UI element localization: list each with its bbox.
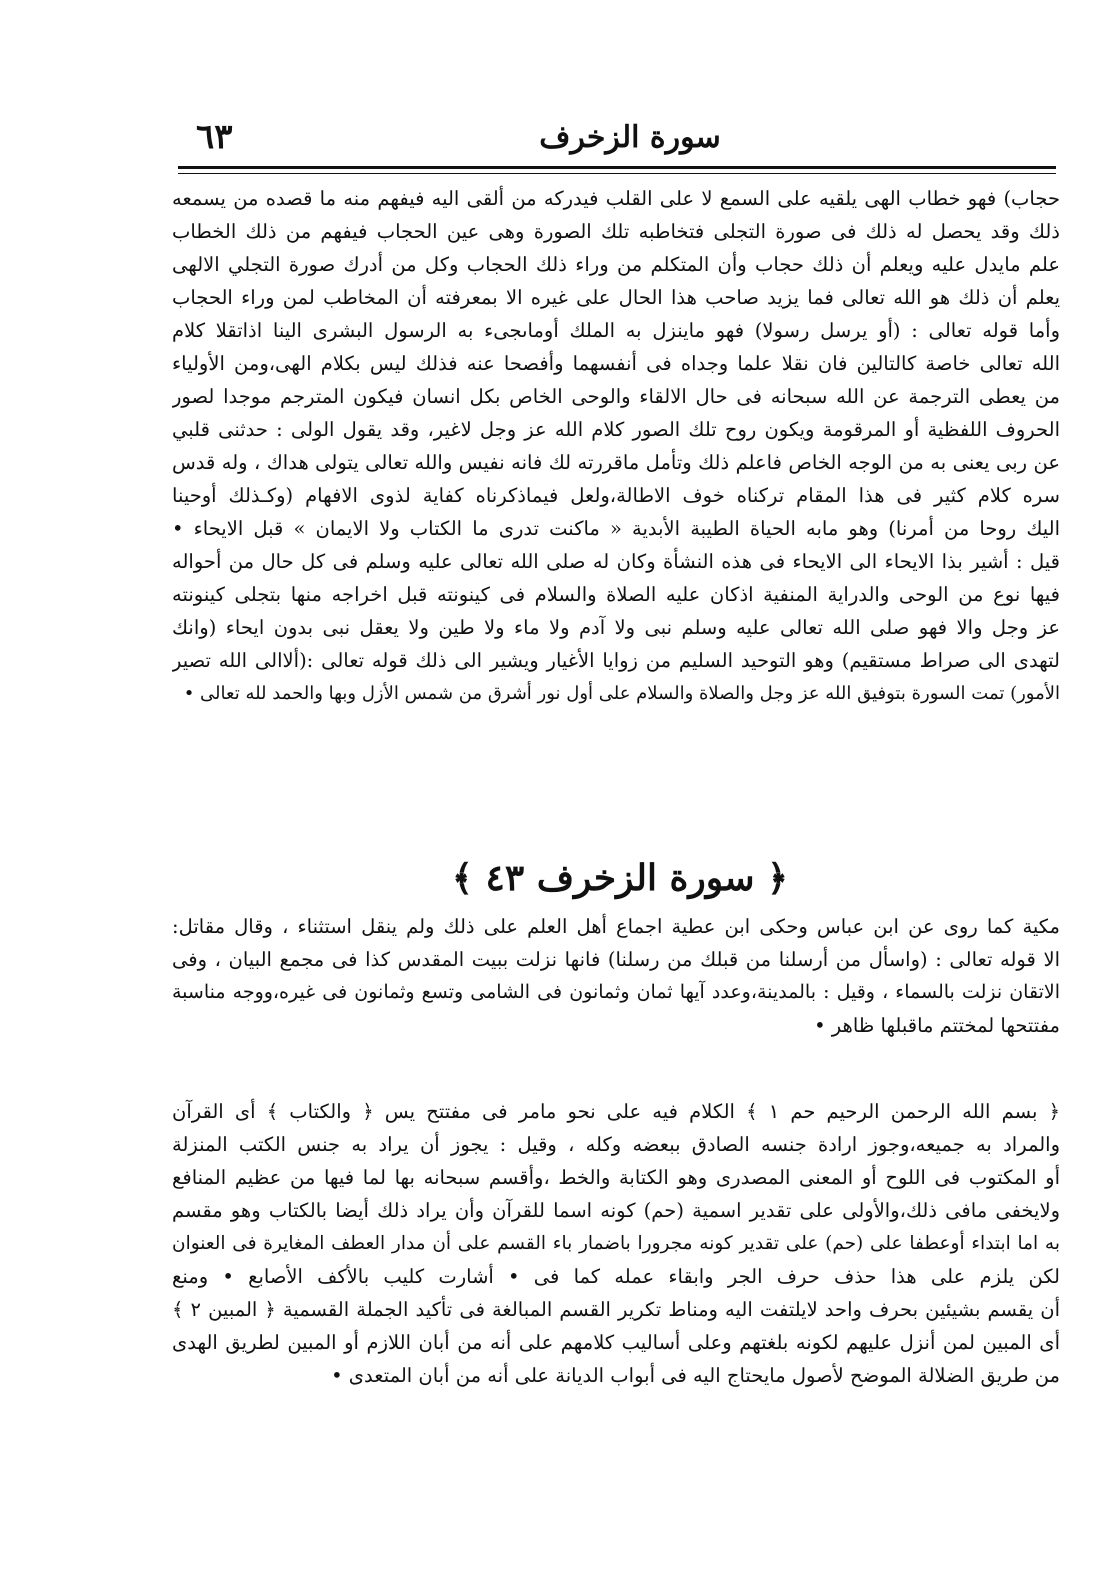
- header-rule-thin: [178, 173, 1056, 174]
- text-line: حجاب) فهو خطاب الهى يلقيه على السمع لا على القلب فيدركه من ألقى اليه فيفهم منه ما قصده من يسمعه: [172, 187, 1060, 210]
- text-line: به اما ابتداء أوعطفا على (حم) على تقدير كونه مجرورا باضمار باء القسم على أن مدار العطف المغايرة فى العنوان: [172, 1233, 1060, 1254]
- text-line: وأما قوله تعالى : (أو يرسل رسولا) فهو ماينزل به الملك أوماىجىء به الرسول البشرى الينا اذاتقلا كلام: [172, 319, 1060, 342]
- commentary-block-end-of-shura: [172, 182, 1060, 710]
- text-line: من طريق الضلالة الموضح لأصول مايحتاج اليه فى أبواب الديانة على أنه من أبان المتعدى •: [331, 1364, 1060, 1387]
- text-line: الحروف اللفظية أو المرقومة ويكون روح تلك الصور كلام الله عز وجل لاغير، وقد يقول الولى : حدثنى قلبي: [172, 418, 1060, 441]
- text-line: سره كلام كثير فى هذا المقام تركناه خوف الاطالة،ولعل فيماذكرناه كفاية لذوى الافهام (وكـذلك أوحينا: [172, 484, 1060, 507]
- text-line: اليك روحا من أمرنا) وهو مابه الحياة الطيبة الأبدية « ماكنت تدرى ما الكتاب ولا الايمان » قبل الايحاء •: [172, 517, 1060, 540]
- text-line: لكن يلزم على هذا حذف حرف الجر وابقاء عمله كما فى • أشارت كليب بالأكف الأصابع • ومنع: [172, 1265, 1060, 1288]
- text-line: يعلم أن ذلك هو الله تعالى فما يزيد صاحب هذا الحال على غيره الا بمعرفته أن المخاطب لمن وراء الحجاب: [172, 286, 1060, 309]
- page-number: ٦٣: [196, 117, 233, 157]
- text-line: من يعطى الترجمة عن الله سبحانه فى حال الالقاء والوحى الخاص بكل انسان فيكون المترجم موجدا لصور: [172, 385, 1060, 408]
- commentary-block-zukhruf: [172, 1095, 1060, 1392]
- header-rule: [178, 166, 1056, 169]
- surah-heading: ﴿ سورة الزخرف ٤٣ ﴾: [451, 857, 789, 899]
- text-line: لتهدى الى صراط مستقيم) وهو التوحيد السليم من زوايا الأغيار ويشير الى ذلك قوله تعالى :(ألاالى الله تصير: [172, 649, 1060, 672]
- text-line: عز وجل والا فهو صلى الله تعالى عليه وسلم نبى ولا آدم ولا ماء ولا طين ولا يعقل نبى بدون ايحاء (وانك: [172, 616, 1060, 639]
- text-line: مكية كما روى عن ابن عباس وحكى ابن عطية اجماع أهل العلم على ذلك ولم ينقل استثناء ، وقال مقاتل:: [172, 915, 1060, 938]
- text-line: قيل : أشير بذا الايحاء الى الايحاء فى هذه النشأة وكان له صلى الله تعالى عليه وسلم فى كل حال من أحواله: [172, 550, 1060, 573]
- running-head: [190, 118, 1070, 162]
- text-line: أى المبين لمن أنزل عليهم لكونه بلغتهم وعلى أساليب كلامهم على أنه من أبان اللازم أو المبين لطريق الهدى: [172, 1331, 1060, 1354]
- text-line: ذلك وقد يحصل له ذلك فى صورة التجلى فتخاطبه تلك الصورة وهى عين الحجاب فيفهم من ذلك الخطاب: [172, 220, 1060, 243]
- text-line: أو المكتوب فى اللوح أو المعنى المصدرى وهو الكتابة والخط ،وأقسم سبحانه بها لما فيها من عظيم المنافع: [172, 1166, 1060, 1189]
- text-line: علم مايدل عليه ويعلم أن ذلك حجاب وأن المتكلم من وراء ذلك الحجاب وكل من أدرك صورة التجلي الالهى: [172, 253, 1060, 276]
- text-line: الا قوله تعالى : (واسأل من أرسلنا من قبلك من رسلنا) فانها نزلت ببيت المقدس كذا فى مجمع البيان ، وفى: [172, 948, 1060, 971]
- text-line: عن ربى يعنى به من الوجه الخاص فاعلم ذلك وتأمل ماقررته لك فانه نفيس والله تعالى يتولى هداك ، وله قدس: [172, 451, 1060, 474]
- surah-introduction: [172, 910, 1060, 1042]
- text-line: الأمور) تمت السورة بتوفيق الله عز وجل والصلاة والسلام على أول نور أشرق من شمس الأزل وبها والحمد لله تعالى •: [183, 683, 1060, 704]
- text-line: فيها نوع من الوحى والدراية المنفية اذكان عليه الصلاة والسلام فى كينونته قبل اخراجه منها بتجلى كينونته: [172, 583, 1060, 606]
- text-line: الله تعالى خاصة كالتالين فان نقلا علما وجداه فى أنفسهما وأفصحا عنه فذلك ليس بكلام الهى،ومن الأولياء: [172, 352, 1060, 375]
- text-line: ﴿ بسم الله الرحمن الرحيم حم ١ ﴾ الكلام فيه على نحو مامر فى مفتتح يس ﴿ والكتاب ﴾ أى القرآن: [172, 1100, 1060, 1123]
- text-line: والمراد به جميعه،وجوز ارادة جنسه الصادق ببعضه وكله ، وقيل : يجوز أن يراد به جنس الكتب المنزلة: [172, 1133, 1060, 1156]
- page-header-title: سورة الزخرف: [539, 120, 721, 155]
- text-line: مفتتحها لمختتم ماقبلها ظاهر •: [814, 1014, 1060, 1037]
- text-line: أن يقسم بشيئين بحرف واحد لايلتفت اليه ومناط تكرير القسم المبالغة فى تأكيد الجملة القسمية ﴿ المبين ٢ ﴾: [172, 1298, 1060, 1321]
- text-line: ولايخفى مافى ذلك،والأولى على تقدير اسمية (حم) كونه اسما للقرآن وأن يراد ذلك أيضا بالكتاب وهو مقسم: [172, 1199, 1060, 1222]
- text-line: الاتقان نزلت بالسماء ، وقيل : بالمدينة،وعدد آيها ثمان وثمانون فى الشامى وتسع وثمانون فى غيره،ووجه مناسبة: [172, 981, 1060, 1003]
